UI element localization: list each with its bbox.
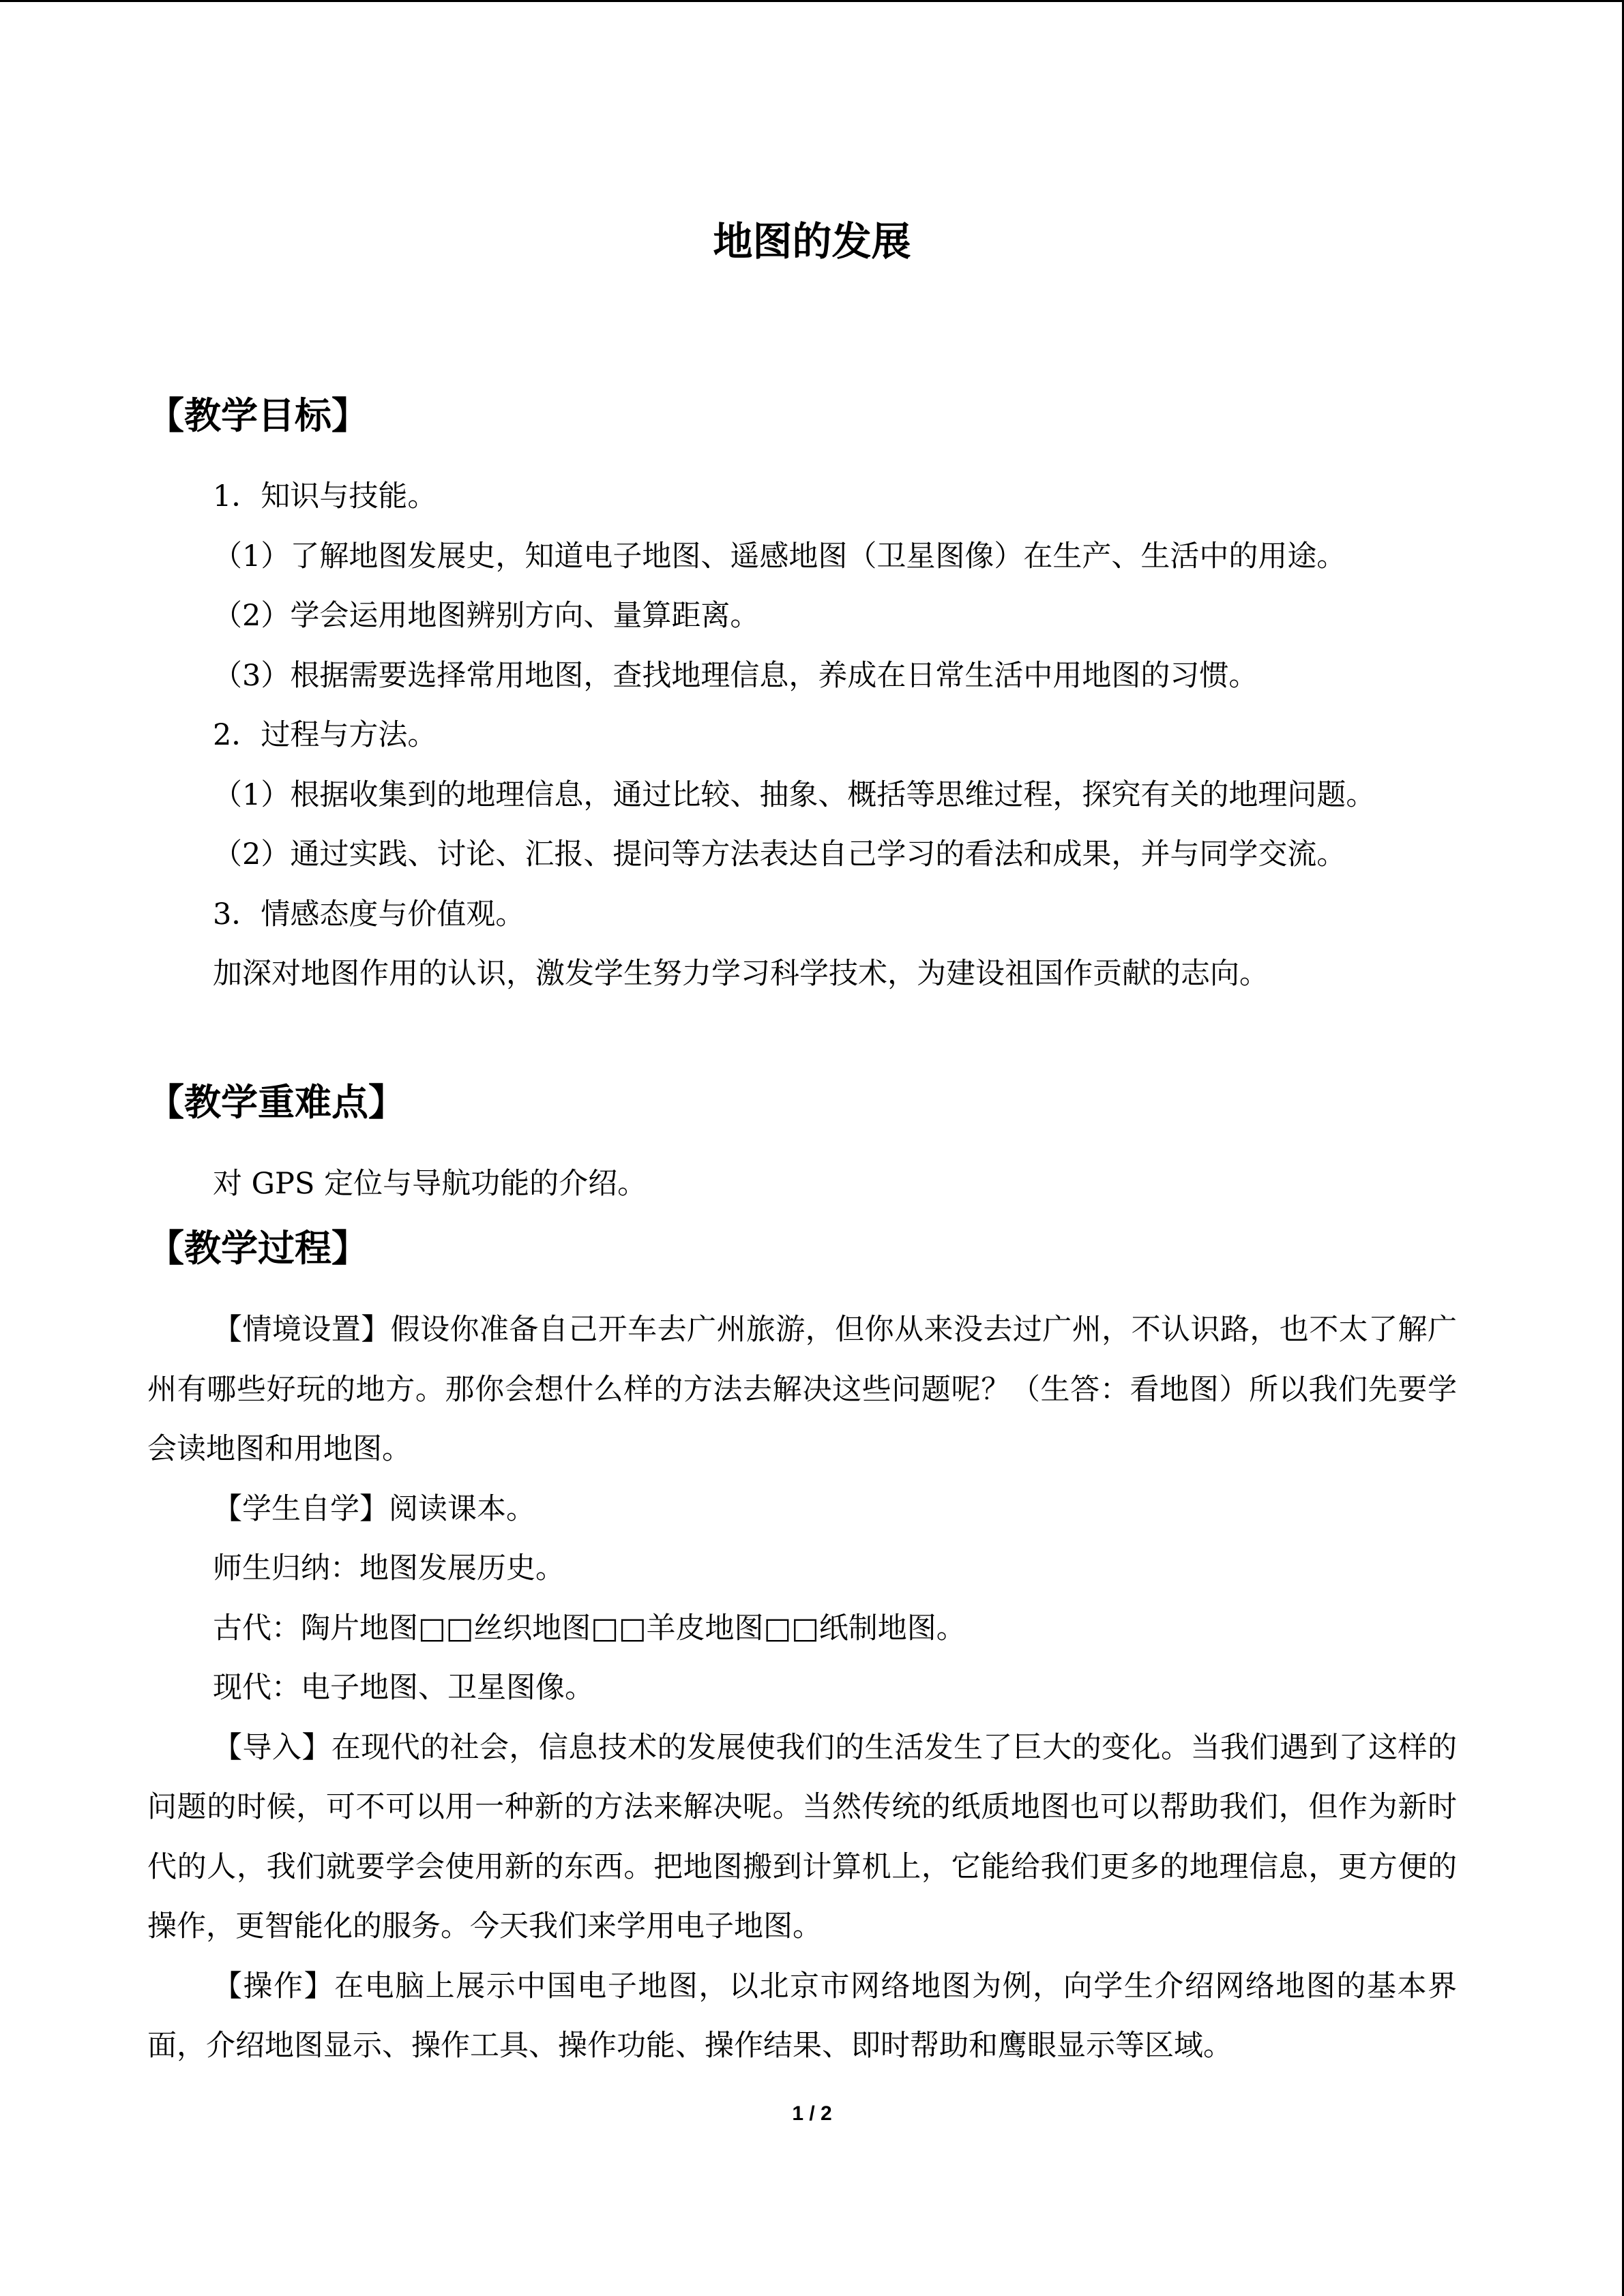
paragraph: 古代：陶片地图□□丝织地图□□羊皮地图□□纸制地图。 [213,1611,966,1645]
paragraph: （3）根据需要选择常用地图，查找地理信息，养成在日常生活中用地图的习惯。 [213,658,1258,693]
paragraph: 【导入】在现代的社会，信息技术的发展使我们的生活发生了巨大的变化。当我们遇到了这样的问题的时候，可不可以用一种新的方法来解决呢。当然传统的纸质地图也可以帮助我们，但作为新时代的人，我们就要学会使用新的东西。把地图搬到计算机上，它能给我们更多的地理信息，更方便的操作，更智能化的服务。今天我们来学用电子地图。 [147,1730,1457,1943]
paragraph: 现代：电子地图、卫星图像。 [213,1671,594,1705]
paragraph: 加深对地图作用的认识，激发学生努力学习科学技术，为建设祖国作贡献的志向。 [213,957,1269,991]
paragraph: 2．过程与方法。 [213,718,437,752]
paragraph: （2）学会运用地图辨别方向、量算距离。 [213,599,760,633]
section-body-objectives [147,467,1457,1004]
section-heading-objectives: 【教学目标】 [147,393,368,437]
document-title: 地图的发展 [713,218,911,265]
paragraph: 【操作】在电脑上展示中国电子地图，以北京市网络地图为例，向学生介绍网络地图的基本界面，介绍地图显示、操作工具、操作功能、操作结果、即时帮助和鹰眼显示等区域。 [147,1969,1457,2063]
section-body-key-points [147,1154,1457,1214]
paragraph: 【学生自学】阅读课本。 [213,1491,535,1526]
paragraph: （1）根据收集到的地理信息，通过比较、抽象、概括等思维过程，探究有关的地理问题。 [213,777,1376,812]
paragraph: 【情境设置】假设你准备自己开车去广州旅游，但你从来没去过广州，不认识路，也不太了解广州有哪些好玩的地方。那你会想什么样的方法去解决这些问题呢？（生答：看地图）所以我们先要学会读地图和用地图。 [147,1313,1457,1466]
paragraph: 师生归纳：地图发展历史。 [213,1551,565,1585]
section-heading-key-points: 【教学重难点】 [147,1080,405,1124]
paragraph: 对 GPS 定位与导航功能的介绍。 [213,1167,647,1201]
paragraph: （2）通过实践、讨论、汇报、提问等方法表达自己学习的看法和成果，并与同学交流。 [213,837,1346,871]
section-body-process [147,1300,1457,2076]
section-heading-process: 【教学过程】 [147,1226,368,1270]
paragraph: 3．情感态度与价值观。 [213,897,525,931]
paragraph: （1）了解地图发展史，知道电子地图、遥感地图（卫星图像）在生产、生活中的用途。 [213,539,1346,573]
paragraph: 1．知识与技能。 [213,479,437,513]
page-number: 1 / 2 [792,2102,832,2125]
